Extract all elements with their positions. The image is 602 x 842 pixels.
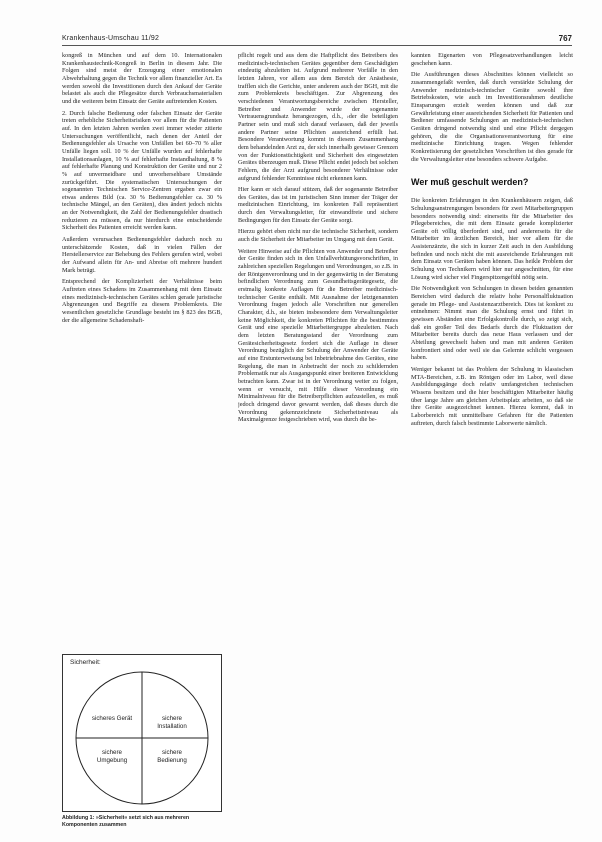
quadrant-label-installation: sichere Installation: [157, 715, 187, 730]
col3-paragraph: Die Ausführungen dieses Abschnittes können vielleicht so zusammengefaßt werden, daß durch verstärkte Schulung der Anwender medizinisch-technischer Geräte sowohl ihre Betriebskosten, wie auch im Investitionsrahmen deutliche Einsparungen erzielt werden können und daß zur Gewährleistung einer ausreichenden Sicherheit für Patienten und Bediener umfassende Schulungen an medizinisch-technischen Geräten dringend notwendig sind und eine Pflicht dergegen gehören, die die Organisationsverantwortung für eine medizinische Einrichtung tragen. Wegen fehlender Konkretisierung der gesetzlichen Vorschriften ist dies gerade für die Verwaltungsleiter eine besonders schwere Aufgabe.: [411, 71, 573, 163]
col1-paragraph: 2. Durch falsche Bedienung oder falschen Einsatz der Geräte treten erhebliche Sicherheitsrisiken vor allem für die Patienten auf. In den letzten Jahren werden zwei immer wieder zitierte Untersuchungen veröffentlicht, nach denen der Anteil der Bedienungsfehler als Ursache von Unfällen bei 60–70 % aller Unfälle liegen soll. 10 % der Unfälle wurden auf fehlerhafte Installationsanlagen, 10 % auf fehlerhafte Instandhaltung, 8 % auf fehlerhafte Planung und Konstruktion der Geräte und nur 2 % auf unvermeidbare und unvorhersehbare Umstände zurückgeführt. Die systematischen Untersuchungen der sogenannten Technischen Service-Zentren ergaben zwar ein etwas anderes Bild (ca. 30 % Bedienungsfehler ca. 30 % technische Mängel, an den Geräten), dies ändert jedoch nichts an der Notwendigkeit, die Zahl der Bedienungsfehler drastisch reduzieren zu müssen, da nur hierdurch eine entscheidende Sicherheit des Patienten erreicht werden kann.: [62, 109, 222, 232]
header-rule: [62, 45, 572, 46]
col2-paragraph: Weitere Hinweise auf die Pflichten von Anwender und Betreiber der Geräte finden sich in den Unfallverhütungsvorschriften, in zahlreichen speziellen Regelungen und Verordnungen, so z.B. in der Röntgenverordnung und in der gegenwärtig in der Beratung befindlichen Verordnung zum Gesundheitsgerätegesetz, die erstmalig konkrete Auflagen für die Betreiber medizinisch-technischer Geräte enthält. Mit Ausnahme der letztgenannten Verordnung fragen jedoch alle Vorschriften nur generellen Charakter, d.h., sie bieten insbesondere dem Verwaltungsleiter keine Möglichkeit, die konkreten Pflichten für die bestimmtes Gerät und eine spezielle Mitarbeitergruppe abzuleiten. Nach dem letzten Beratungsstand der Verordnung zum Gerätesicherheitsgesetz fordert sich die Auflage in dieser Verordnung bezüglich der Schulung der Anwender der Geräte auf eine Erstunterweisung bei Inbetriebnahme des Gerätes, eine Regelung, die man in Anbetracht der noch zu schildernden Problematik nur als Ausgangspunkt einer breiteren Entwicklung betrachten kann. Zwar ist in der Verordnung weiter zu folgen, wenn er versucht, mit Hilfe dieser Verordnung ein Minimalniveau für die Betreiberpflichten aufzustellen, es muß jedoch dringend davor gewarnt werden, daß dieses durch die Verordnung gekennzeichnete Sicherheitsniveau als Maximalgrenze festgeschrieben wird, was durch die be-: [238, 247, 398, 424]
figure-caption: Abbildung 1: »Sicherheit« setzt sich aus mehreren Komponenten zusammen: [62, 815, 190, 828]
running-header-journal: Krankenhaus-Umschau 11/92: [62, 35, 160, 42]
section-heading: Wer muß geschult werden?: [411, 177, 529, 188]
figure-title: Sicherheit:: [70, 659, 101, 666]
column-3: [411, 52, 573, 842]
safety-circle-diagram: [63, 655, 221, 811]
col3-paragraph: kannten Eigenarten von Pflegesatzverhandlungen leicht geschehen kann.: [411, 52, 573, 67]
safety-figure: [62, 654, 222, 812]
col1-paragraph: Außerdem verursachen Bedienungsfehler dadurch noch zu unterschätzende Kosten, daß in vielen Fällen der Herstellerservice zur Behebung des Fehlers gerufen wird, wobei der Aufwand allein für An- und Abreise oft mehrere hundert Mark beträgt.: [62, 236, 222, 274]
quadrant-label-environment: sichere Umgebung: [96, 749, 128, 764]
col1-paragraph: kongreß in München und auf dem 10. Internationalen Krankenhaustechnik-Kongreß in Berlin in diesem Jahr. Die Folgen sind meist der Erzeugung einer emotionalen Abwehrhaltung gegen die Technik vor allem finanzieller Art. Es werden sowohl die Investitionen durch den Ankauf der Geräte belastet als auch die Pflegesätze durch Verbrauchsmaterialien und die weiteren beim Einsatz der Geräte auftretenden Kosten.: [62, 52, 222, 105]
quadrant-label-device: sicheres Gerät: [91, 715, 133, 722]
col3-paragraph: Die konkreten Erfahrungen in den Krankenhäusern zeigen, daß Schulungsanstrengungen besonders für zwei Mitarbeitergruppen besonders notwendig sind: einerseits für die Mitarbeiter des Pflegebereiches, die mit dem Einsatz gerade komplizierter Geräte oft völlig überfordert sind, und andererseits für die Mitarbeiter im ärztlichen Bereich, hier vor allem für die Assistenzärzte, die sich in kurzer Zeit auch in den Ausbildung befinden und noch nicht die mit ausreichende Erfahrungen mit dem Einsatz von Geräten haben können. Das heikle Problem der Schulung von Technikern wird hier nur angeschnitten, für eine Lösung wird sicher viel Fingerspitzengefühl nötig sein.: [411, 197, 573, 281]
col2-paragraph: Hier kann er sich darauf stützen, daß der sogenannte Betreiber des Gerätes, das ist im juristischen Sinn immer der Träger der medizinischen Einrichtung, im konkreten Fall repräsentiert durch den Verwaltungsleiter, für einwandfreie und sichere Bedingungen für den Einsatz der Geräte sorgt.: [238, 186, 398, 224]
col3-paragraph: Weniger bekannt ist das Problem der Schulung in klassischen MTA-Bereichen, z.B. im Röntgen oder im Labor, weil diese Ausbildungsgänge doch relativ umfangreichen technischen Wissens besitzen und die hier beschäftigten Mitarbeiter häufig über lange Jahre am gleichen Arbeitsplatz arbeiten, so daß sie ihre Geräte ausgezeichnet kennen. Hierzu kommt, daß in Laborbereich mit unmittelbare Gefahren für die Patienten auftreten, durch falsch bestimmte Laborwerte nämlich.: [411, 365, 573, 427]
col2-paragraph: pflicht regelt und aus dem die Haftpflicht des Betreibers des medizinisch-technischen Gerätes gegenüber dem Geschädigten eindeutig abzuleiten ist. Aufgrund mehrerer Vorfälle in den letzten Jahren, vor allem aus dem Bereich der Anästhesie, trafflen sich die Gerichte, unter anderem auch der BGH, mit die zum Problemkreis beschäftigen. Zur Abgrenzung des verschiedenen Verantwortungsbereiche zwischen Hersteller, Betreiber und Anwender wurde der sogenannte Vertrauensgrundsatz herangezogen, d.h., ›der die beteiligten Partner sein und muß sich darauf verlassen, daß der jeweils andere Partner seine Pflichten ausreichend erfüllt hat. Besondere Verantwortung kommt in diesem Zusammenhang dem behandelnden Arzt zu, der sich innerhalb gewisser Grenzen von der Funktionstüchtigkeit und Sicherheit des eingesetzten Gerätes überzeugen muß. Diese Pflicht endet jedoch bei solchen Fehlern, die der Arzt aufgrund besonderer Verhältnisse oder aufgrund fehlender Kenntnisse nicht erkennen kann.: [238, 52, 398, 182]
col3-paragraph: Die Notwendigkeit von Schulungen in diesen beiden genannten Bereichen wird dadurch die relativ hohe Personalfluktuation gerade im Pflege- und Assistenzarztbereich. Dies ist konkret zu entnehmen: Nimmt man die Schulung ernst und führt in gewissen Abständen eine Erfolgskontrolle durch, so zeigt sich, daß ein großer Teil des Bedarfs durch die Fluktuation der Mitarbeiter bereits durch das neue Haus verlassen und der Abteilung gewechselt haben und man mit anderen Geräten konfrontiert sind oder weil sie das Gelernte schlicht vergessen haben.: [411, 285, 573, 362]
column-2: [238, 52, 398, 842]
col2-paragraph: Hierzu gehört eben nicht nur die technische Sicherheit, sondern auch die Sicherheit der Mitarbeiter im Umgang mit dem Gerät.: [238, 228, 398, 244]
col1-paragraph: Entsprechend der Komplizierheit der Verhältnisse beim Auftreten eines Schadens im Zusammenhang mit dem Einsatz eines medizinisch-technischen Gerätes schlen gerade juristische Abgrenzungen und Begriffe zu diesem Problemkreis. Die wesentlichen gesetzliche Grundlage besteht im § 823 des BGB, der die allgemeine Schadenshaft-: [62, 278, 222, 324]
page-number: 767: [558, 34, 572, 43]
quadrant-label-operation: sichere Bedienung: [157, 749, 187, 764]
